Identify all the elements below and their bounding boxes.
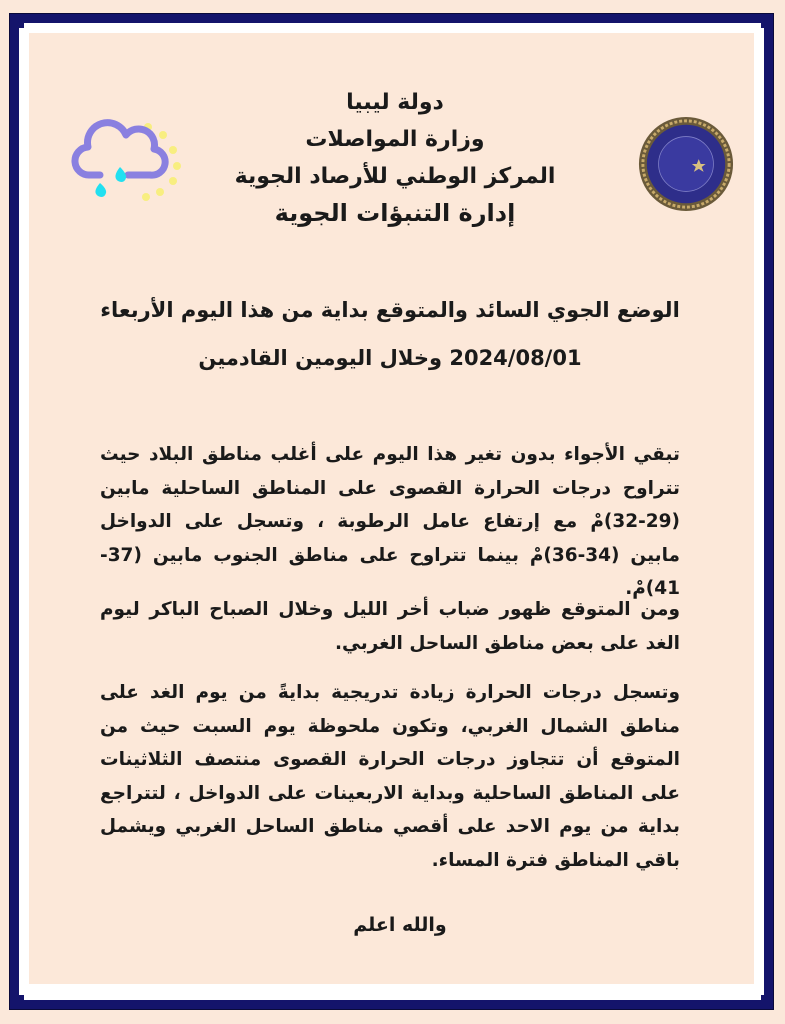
border-corner-ornament	[761, 16, 773, 28]
title-line-2: 2024/08/01 وخلال اليومين القادمين	[198, 346, 582, 370]
forecast-paragraph: ومن المتوقع ظهور ضباب أخر الليل وخلال الصباح الباكر ليوم الغد على بعض مناطق الساحل الغربي.	[100, 599, 680, 654]
raindrop-icon	[95, 183, 106, 197]
border-corner-ornament	[12, 16, 24, 28]
title-line-1: الوضع الجوي السائد والمتوقع بداية من هذا اليوم الأربعاء	[100, 298, 680, 322]
forecast-paragraph: وتسجل درجات الحرارة زيادة تدريجية بدايةً من يوم الغد على مناطق الشمال الغربي، وتكون ملحوظة يوم السبت حيث من المتوقع أن تتجاوز درجات الحرارة القصوى منتصف الثلاثينات على المناطق الساحلية وبداية الاربعينات على الدواخل ، لتتراجع بداية من يوم الاحد على أقصي مناطق الساحل الغربي ويشمل باقي المناطق فترة المساء.	[100, 682, 680, 871]
border-corner-ornament	[12, 995, 24, 1007]
border-corner-ornament	[761, 995, 773, 1007]
department-name: إدارة التنبؤات الجوية	[274, 199, 516, 227]
raindrop-icon	[115, 167, 126, 182]
center-name: المركز الوطني للأرصاد الجوية	[234, 164, 556, 189]
national-meteorological-center-seal	[637, 115, 735, 213]
bulletin-title	[90, 286, 690, 382]
letterhead	[210, 84, 580, 232]
ministry-name: وزارة المواصلات	[305, 127, 485, 152]
country-name: دولة ليبيا	[346, 90, 444, 115]
closing-phrase: والله اعلم	[353, 914, 447, 936]
forecast-paragraph: تبقي الأجواء بدون تغير هذا اليوم على أغلب مناطق البلاد حيث تتراوح درجات الحرارة القصوى على المناطق الساحلية مابين (29-32)مْ مع إرتفاع عامل الرطوبة ، وتسجل على الدواخل مابين (34-36)مْ بينما تتراوح على مناطق الجنوب مابين (37-41)مْ.	[100, 444, 680, 599]
cloud-rain-sun-icon	[70, 115, 195, 205]
